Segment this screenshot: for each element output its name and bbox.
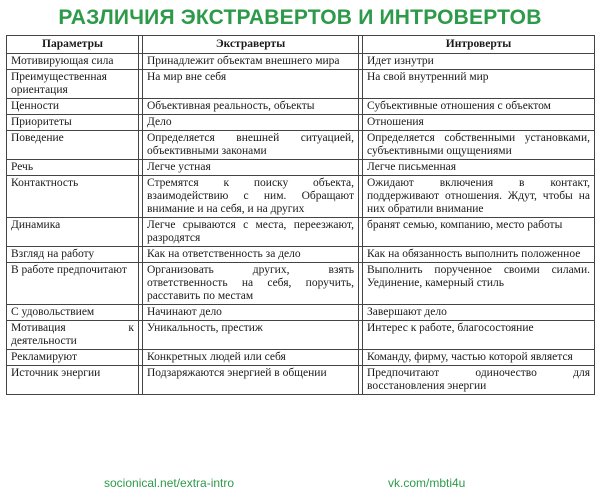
row-introvert-value: Команду, фирму, частью которой является <box>363 350 595 366</box>
row-extravert-value: На мир вне себя <box>143 70 359 99</box>
row-extravert-value: Подзаряжаются энергией в общении <box>143 366 359 395</box>
row-introvert-value: Определяется собственными установками, субъективными ощущениями <box>363 131 595 160</box>
row-introvert-value: Завершают дело <box>363 305 595 321</box>
row-extravert-value: Принадлежит объектам внешнего мира <box>143 54 359 70</box>
row-extravert-value: Определяется внешней ситуацией, объективными законами <box>143 131 359 160</box>
row-extravert-value: Начинают дело <box>143 305 359 321</box>
row-parameter: Источник энергии <box>7 366 139 395</box>
row-parameter: Поведение <box>7 131 139 160</box>
table-row <box>7 366 595 395</box>
row-introvert-value: Интерес к работе, благосостояние <box>363 321 595 350</box>
row-parameter: С удовольствием <box>7 305 139 321</box>
row-introvert-value: Ожидают включения в контакт, поддерживают отношения. Ждут, чтобы на них обратили внимание <box>363 176 595 218</box>
table-row <box>7 70 595 99</box>
row-introvert-value: Субъективные отношения с объектом <box>363 99 595 115</box>
row-extravert-value: Конкретных людей или себя <box>143 350 359 366</box>
row-introvert-value: Предпочитают одиночество для восстановления энергии <box>363 366 595 395</box>
table-row <box>7 99 595 115</box>
row-parameter: Речь <box>7 160 139 176</box>
table-row <box>7 350 595 366</box>
footer-link-left[interactable]: socionical.net/extra-intro <box>104 476 235 490</box>
table-row <box>7 321 595 350</box>
table-row <box>7 263 595 305</box>
row-introvert-value: Легче письменная <box>363 160 595 176</box>
row-introvert-value: Идет изнутри <box>363 54 595 70</box>
row-introvert-value: На свой внутренний мир <box>363 70 595 99</box>
table-row <box>7 305 595 321</box>
row-introvert-value: Отношения <box>363 115 595 131</box>
table-row <box>7 131 595 160</box>
row-extravert-value: Уникальность, престиж <box>143 321 359 350</box>
row-parameter: Контактность <box>7 176 139 218</box>
row-parameter: Мотивация к деятельности <box>7 321 139 350</box>
row-extravert-value: Как на ответственность за дело <box>143 247 359 263</box>
row-parameter: Преимущественная ориентация <box>7 70 139 99</box>
row-parameter: Рекламируют <box>7 350 139 366</box>
row-introvert-value: Как на обязанность выполнить положенное <box>363 247 595 263</box>
row-parameter: В работе предпочитают <box>7 263 139 305</box>
row-extravert-value: Организовать других, взять ответственность на себя, поручить, расставить по местам <box>143 263 359 305</box>
header-extraverts: Экстраверты <box>143 36 359 54</box>
row-parameter: Ценности <box>7 99 139 115</box>
table-row <box>7 176 595 218</box>
table-row <box>7 247 595 263</box>
row-parameter: Динамика <box>7 218 139 247</box>
table-row <box>7 54 595 70</box>
table-row <box>7 115 595 131</box>
row-extravert-value: Легче устная <box>143 160 359 176</box>
row-parameter: Мотивирующая сила <box>7 54 139 70</box>
table-header-row <box>7 36 595 54</box>
table-row <box>7 160 595 176</box>
page-title: РАЗЛИЧИЯ ЭКСТРАВЕРТОВ И ИНТРОВЕРТОВ <box>58 6 542 29</box>
row-extravert-value: Стремятся к поиску объекта, взаимодействию с ним. Обращают внимание и на себя, и на других <box>143 176 359 218</box>
row-extravert-value: Легче срываются с места, переезжают, разродятся <box>143 218 359 247</box>
row-parameter: Взгляд на работу <box>7 247 139 263</box>
footer-link-right[interactable]: vk.com/mbti4u <box>388 476 466 490</box>
header-introverts: Интроверты <box>363 36 595 54</box>
row-extravert-value: Объективная реальность, объекты <box>143 99 359 115</box>
row-parameter: Приоритеты <box>7 115 139 131</box>
row-introvert-value: Выполнить порученное своими силами. Уединение, камерный стиль <box>363 263 595 305</box>
row-introvert-value: бранят семью, компанию, место работы <box>363 218 595 247</box>
table-row <box>7 218 595 247</box>
row-extravert-value: Дело <box>143 115 359 131</box>
header-parameters: Параметры <box>7 36 139 54</box>
comparison-table <box>6 35 595 395</box>
